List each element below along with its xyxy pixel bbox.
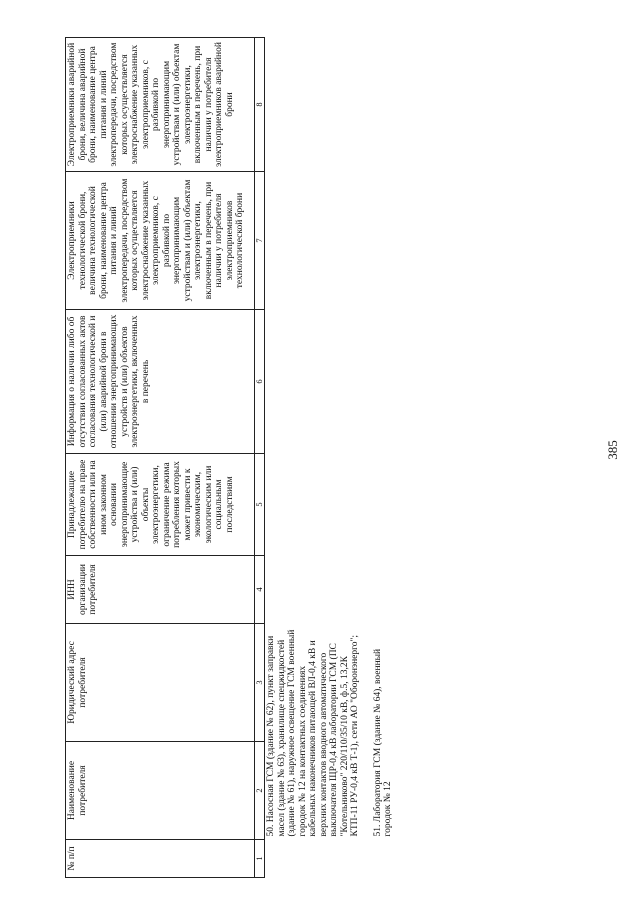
consumer-table xyxy=(65,37,407,878)
header-cell: Юридический адрес потребителя xyxy=(66,624,255,742)
table-row xyxy=(265,38,407,878)
column-number: 5 xyxy=(255,454,265,556)
header-cell: Наименование потребителя xyxy=(66,742,255,840)
column-number: 6 xyxy=(255,310,265,454)
rotated-table-container xyxy=(65,38,393,878)
column-number: 8 xyxy=(255,38,265,172)
header-cell: Информация о наличии либо об отсутствии согласованных актов согласования технологической и (или) аварийной брони в отношении энергопринимающих устройств и (или) объектов электроэнергетики, включенных в перечень xyxy=(66,310,255,454)
column-number: 4 xyxy=(255,556,265,624)
column-number: 3 xyxy=(255,624,265,742)
entry-51: 51. Лаборатория ГСМ (здание № 64), военный городок № 12 xyxy=(372,648,393,837)
column-number: 7 xyxy=(255,172,265,310)
header-cell: № п/п xyxy=(66,840,255,878)
column-number: 2 xyxy=(255,742,265,840)
column-number: 1 xyxy=(255,840,265,878)
page-number: 385 xyxy=(605,440,620,460)
header-cell: Принадлежащие потребителю на праве собственности или на ином законном основании энергопринимающие устройства и (или) объекты электроэнергетики, ограничение режима потребления которых может привести к экономическим, экологическим или социальным последствиям xyxy=(66,454,255,556)
header-cell: ИНН организации потребителя xyxy=(66,556,255,624)
header-row xyxy=(66,38,255,878)
column-number-row xyxy=(255,38,265,878)
entry-cell xyxy=(265,624,407,840)
header-cell: Электроприемники аварийной брони, величина аварийной брони, наименование центра питания и линий электропередачи, посредством которых осуществляется электроснабжение указанных электроприемников, с разбивкой по энергопринимающим устройствам и (или) объектам электроэнергетики, включенным в перечень, при наличии у потребителя электроприемников аварийной брони xyxy=(66,38,255,172)
entry-50: 50. Насосная ГСМ (здание № 62), пункт заправки масел (здание № 63), хранилище спецжидкостей (здание № 61), наружное освещение ГСМ военный городок № 12 на контактных соединениях кабельных наконечников питающей ВЛ-0,4 кВ и верхних контактов вводного автоматического выключателя ЩР-0,4 кВ лаборатории ГСМ (ПС "Котельниково" 220/110/35/10 кВ, ф.5, 13,2К КТП-11 РУ-0,4 кВ Т-1), сети АО "Оборонэнерго"; xyxy=(266,629,360,837)
header-cell: Электроприемники технологической брони, величина технологической брони, наименование центра питания и линий электропередачи, посредством которых осуществляется электроснабжение указанных электроприемников, с разбивкой по энергопринимающим устройствам и (или) объектам электроэнергетики, включенным в перечень, при наличии у потребителя электроприемников технологической брони xyxy=(66,172,255,310)
